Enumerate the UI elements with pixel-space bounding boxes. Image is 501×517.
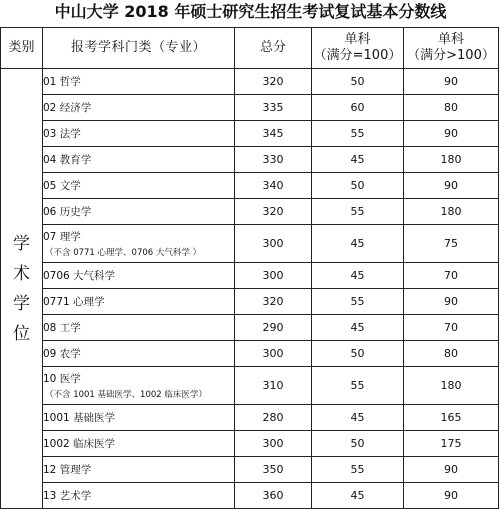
subject-cell — [43, 69, 235, 95]
subject-name: 03 法学 — [43, 128, 81, 140]
total-score-cell: 320 — [235, 289, 312, 315]
subject-cell — [43, 289, 235, 315]
table-row — [1, 225, 499, 263]
table-row — [1, 289, 499, 315]
subject-name: 10 医学 — [43, 373, 81, 385]
total-score-cell: 300 — [235, 341, 312, 367]
subject-cell — [43, 121, 235, 147]
header-category: 类别 — [1, 28, 43, 69]
single-gt-cell: 75 — [404, 225, 499, 263]
header-single-gt — [404, 28, 499, 69]
subject-cell — [43, 431, 235, 457]
total-score-cell: 300 — [235, 263, 312, 289]
subject-name: 08 工学 — [43, 322, 81, 334]
subject-cell — [43, 315, 235, 341]
subject-name: 0706 大气科学 — [43, 270, 116, 282]
category-cell — [1, 69, 43, 509]
score-table — [0, 27, 499, 509]
header-total: 总分 — [235, 28, 312, 69]
header-single-gt-line1: 单科 — [437, 32, 464, 47]
subject-name: 13 艺术学 — [43, 490, 92, 502]
category-char: 位 — [13, 323, 30, 344]
single-le-cell: 45 — [312, 225, 404, 263]
table-row — [1, 483, 499, 509]
subject-cell — [43, 457, 235, 483]
total-score-cell: 360 — [235, 483, 312, 509]
table-row — [1, 95, 499, 121]
single-gt-cell: 70 — [404, 263, 499, 289]
single-le-cell: 50 — [312, 431, 404, 457]
single-gt-cell: 70 — [404, 315, 499, 341]
single-le-cell: 55 — [312, 121, 404, 147]
single-gt-cell: 180 — [404, 147, 499, 173]
single-gt-cell: 165 — [404, 405, 499, 431]
table-row — [1, 69, 499, 95]
subject-note: （不含 1001 基础医学、1002 临床医学） — [45, 390, 207, 400]
table-row — [1, 147, 499, 173]
single-le-cell: 45 — [312, 483, 404, 509]
total-score-cell: 345 — [235, 121, 312, 147]
single-gt-cell: 180 — [404, 199, 499, 225]
table-row — [1, 405, 499, 431]
subject-name: 1001 基础医学 — [43, 412, 116, 424]
header-single-gt-line2: （满分>100） — [407, 48, 495, 63]
page-title: 中山大学 2018 年硕士研究生招生考试复试基本分数线 — [54, 2, 447, 21]
total-score-cell: 300 — [235, 225, 312, 263]
category-char: 学 — [13, 233, 30, 254]
subject-name: 01 哲学 — [43, 76, 81, 88]
single-gt-cell: 80 — [404, 341, 499, 367]
header-single-le — [312, 28, 404, 69]
single-le-cell: 45 — [312, 263, 404, 289]
category-char: 学 — [13, 293, 30, 314]
subject-cell — [43, 147, 235, 173]
single-le-cell: 55 — [312, 367, 404, 405]
table-row — [1, 367, 499, 405]
header-single-le-line1: 单科 — [344, 32, 371, 47]
subject-cell — [43, 263, 235, 289]
table-row — [1, 173, 499, 199]
single-le-cell: 55 — [312, 457, 404, 483]
total-score-cell: 290 — [235, 315, 312, 341]
total-score-cell: 320 — [235, 199, 312, 225]
total-score-cell: 300 — [235, 431, 312, 457]
single-le-cell: 50 — [312, 173, 404, 199]
total-score-cell: 320 — [235, 69, 312, 95]
subject-cell — [43, 199, 235, 225]
single-gt-cell: 180 — [404, 367, 499, 405]
subject-cell — [43, 225, 235, 263]
subject-name: 09 农学 — [43, 348, 81, 360]
category-char: 术 — [13, 263, 30, 284]
single-gt-cell: 90 — [404, 289, 499, 315]
table-row — [1, 457, 499, 483]
single-le-cell: 45 — [312, 405, 404, 431]
total-score-cell: 335 — [235, 95, 312, 121]
single-le-cell: 45 — [312, 315, 404, 341]
single-gt-cell: 90 — [404, 121, 499, 147]
single-le-cell: 45 — [312, 147, 404, 173]
subject-name: 06 历史学 — [43, 206, 92, 218]
single-le-cell: 55 — [312, 289, 404, 315]
total-score-cell: 350 — [235, 457, 312, 483]
subject-cell — [43, 95, 235, 121]
subject-cell — [43, 341, 235, 367]
subject-name: 0771 心理学 — [43, 296, 105, 308]
table-row — [1, 121, 499, 147]
subject-cell — [43, 367, 235, 405]
single-le-cell: 55 — [312, 199, 404, 225]
single-le-cell: 50 — [312, 341, 404, 367]
subject-note: （不含 0771 心理学、0706 大气科学 ） — [45, 248, 202, 258]
single-gt-cell: 90 — [404, 69, 499, 95]
table-body — [1, 69, 499, 509]
single-le-cell: 50 — [312, 69, 404, 95]
total-score-cell: 310 — [235, 367, 312, 405]
single-le-cell: 60 — [312, 95, 404, 121]
subject-name: 05 文学 — [43, 180, 81, 192]
single-gt-cell: 90 — [404, 173, 499, 199]
total-score-cell: 340 — [235, 173, 312, 199]
table-row — [1, 431, 499, 457]
table-row — [1, 263, 499, 289]
single-gt-cell: 90 — [404, 457, 499, 483]
single-gt-cell: 80 — [404, 95, 499, 121]
subject-name: 04 教育学 — [43, 154, 92, 166]
table-row — [1, 341, 499, 367]
total-score-cell: 330 — [235, 147, 312, 173]
single-gt-cell: 90 — [404, 483, 499, 509]
subject-cell — [43, 173, 235, 199]
subject-name: 12 管理学 — [43, 464, 92, 476]
table-row — [1, 315, 499, 341]
header-single-le-line2: （满分=100） — [313, 48, 402, 63]
header-row — [1, 28, 499, 69]
subject-cell — [43, 405, 235, 431]
single-gt-cell: 175 — [404, 431, 499, 457]
total-score-cell: 280 — [235, 405, 312, 431]
subject-name: 07 理学 — [43, 231, 81, 243]
subject-name: 02 经济学 — [43, 102, 92, 114]
table-row — [1, 199, 499, 225]
header-subject: 报考学科门类（专业） — [43, 28, 235, 69]
subject-cell — [43, 483, 235, 509]
subject-name: 1002 临床医学 — [43, 438, 116, 450]
